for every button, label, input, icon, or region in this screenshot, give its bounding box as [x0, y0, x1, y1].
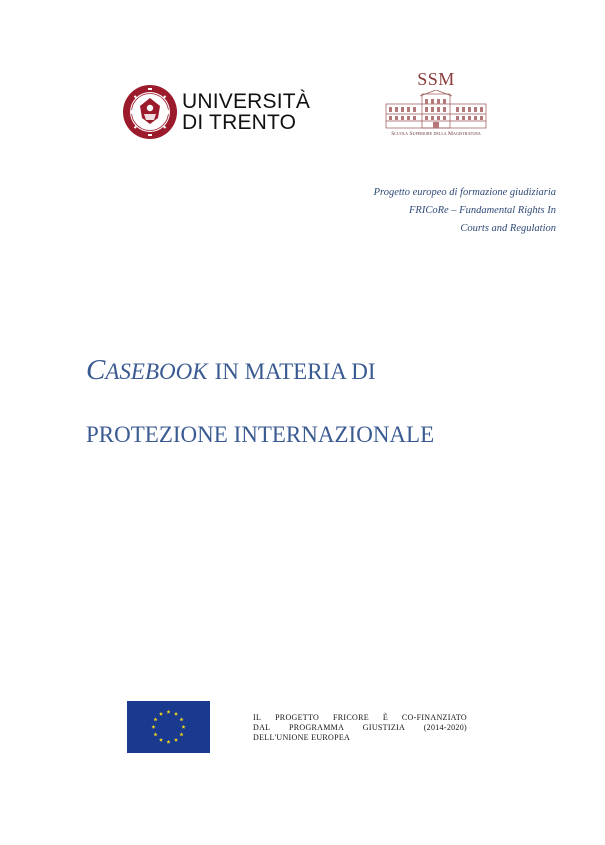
line2-word: GIUSTIZIA	[362, 723, 406, 732]
funding-notice	[253, 713, 467, 743]
funding-line2	[253, 723, 467, 733]
line2-word: DAL	[253, 723, 271, 732]
line2-word: PROGRAMMA	[288, 723, 345, 732]
unitn-logo	[122, 84, 311, 142]
project-line1: Progetto europeo di formazione giudiziaria	[373, 187, 556, 198]
palace-building-icon	[384, 90, 488, 130]
title-line2: PROTEZIONE INTERNAZIONALE	[86, 422, 435, 447]
project-line3: Courts and Regulation	[460, 223, 556, 234]
eu-flag-icon	[127, 701, 210, 753]
unitn-line1: UNIVERSITÀ	[182, 90, 311, 113]
unitn-name	[182, 91, 310, 133]
funding-line1	[253, 713, 467, 723]
title-line1-rest: IN MATERIA DI	[214, 359, 376, 384]
line1-word: CO-FINANZIATO	[401, 713, 467, 722]
ssm-logo	[382, 70, 490, 142]
title-line1	[86, 356, 376, 386]
title-casebook-initial: C	[86, 354, 106, 386]
line1-word: FRICORE	[333, 713, 369, 722]
line1-word: IL	[253, 713, 262, 722]
project-description	[316, 184, 556, 238]
funding-line3: DELL'UNIONE EUROPEA	[253, 733, 351, 742]
ssm-abbr: SSM	[417, 69, 455, 89]
title-casebook-rest: ASEBOOK	[105, 359, 208, 384]
line1-word: PROGETTO	[275, 713, 320, 722]
line2-word: (2014-2020)	[423, 723, 467, 732]
university-seal-icon	[122, 84, 178, 140]
project-line2: FRICoRe – Fundamental Rights In	[409, 205, 556, 216]
unitn-line2: DI TRENTO	[182, 111, 297, 134]
line1-word: È	[382, 713, 388, 722]
ssm-caption: Scuola Superiore della Magistratura	[391, 131, 481, 137]
